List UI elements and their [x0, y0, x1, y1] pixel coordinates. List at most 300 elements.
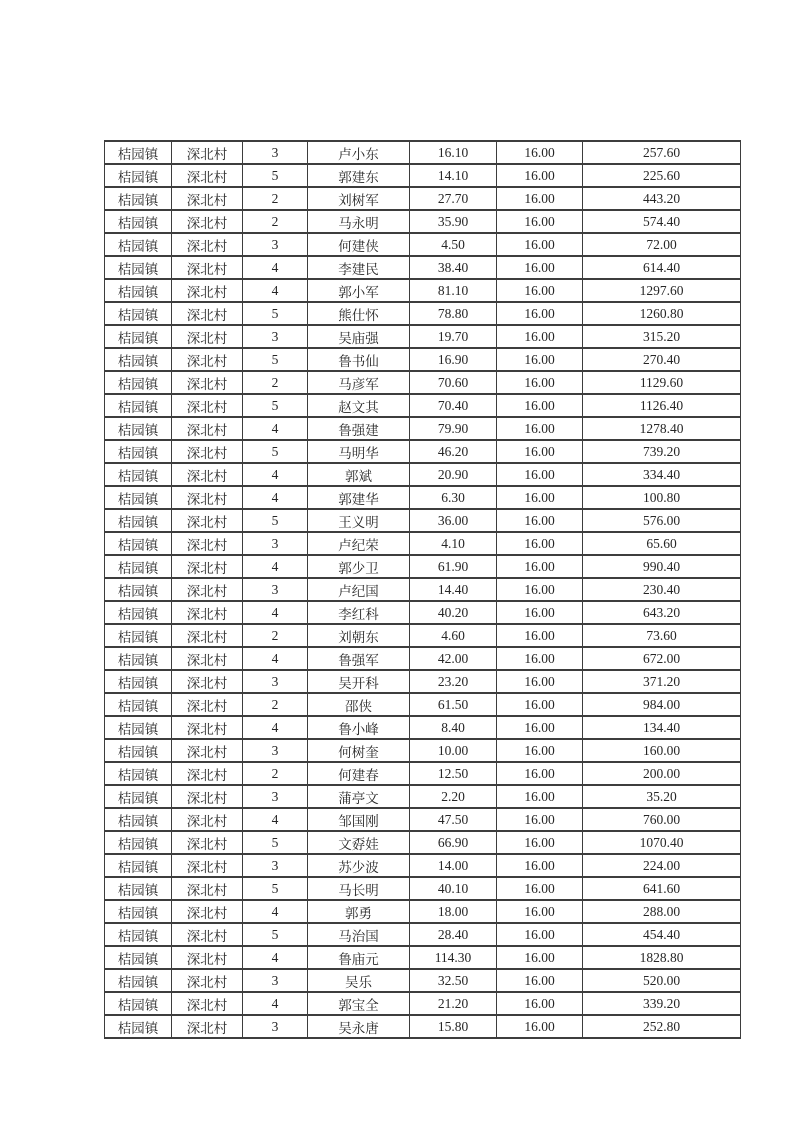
table-cell: 257.60 — [583, 141, 741, 164]
table-cell: 卢小东 — [308, 141, 410, 164]
table-cell: 78.80 — [410, 302, 497, 325]
table-row — [105, 371, 741, 394]
table-row — [105, 624, 741, 647]
table-cell: 2 — [243, 187, 308, 210]
table-cell: 深北村 — [172, 693, 243, 716]
table-row — [105, 831, 741, 854]
table-cell: 桔园镇 — [105, 578, 172, 601]
table-cell: 桔园镇 — [105, 670, 172, 693]
table-cell: 刘树军 — [308, 187, 410, 210]
table-cell: 16.00 — [497, 969, 583, 992]
table-cell: 16.00 — [497, 716, 583, 739]
table-cell: 马长明 — [308, 877, 410, 900]
table-cell: 深北村 — [172, 624, 243, 647]
table-cell: 深北村 — [172, 854, 243, 877]
table-row — [105, 601, 741, 624]
table-cell: 5 — [243, 877, 308, 900]
table-cell: 桔园镇 — [105, 325, 172, 348]
table-cell: 574.40 — [583, 210, 741, 233]
table-cell: 443.20 — [583, 187, 741, 210]
table-cell: 深北村 — [172, 394, 243, 417]
table-cell: 桔园镇 — [105, 509, 172, 532]
table-cell: 深北村 — [172, 808, 243, 831]
table-cell: 深北村 — [172, 141, 243, 164]
table-cell: 16.00 — [497, 463, 583, 486]
table-row — [105, 670, 741, 693]
table-row — [105, 785, 741, 808]
table-cell: 深北村 — [172, 923, 243, 946]
table-cell: 16.00 — [497, 946, 583, 969]
table-cell: 桔园镇 — [105, 233, 172, 256]
table-cell: 16.00 — [497, 486, 583, 509]
table-cell: 40.20 — [410, 601, 497, 624]
table-cell: 16.00 — [497, 877, 583, 900]
table-cell: 2 — [243, 210, 308, 233]
table-cell: 深北村 — [172, 509, 243, 532]
table-cell: 70.60 — [410, 371, 497, 394]
table-cell: 郭斌 — [308, 463, 410, 486]
table-row — [105, 900, 741, 923]
table-cell: 672.00 — [583, 647, 741, 670]
table-cell: 3 — [243, 532, 308, 555]
table-row — [105, 164, 741, 187]
table-cell: 深北村 — [172, 325, 243, 348]
table-cell: 3 — [243, 141, 308, 164]
table-cell: 马治国 — [308, 923, 410, 946]
table-cell: 深北村 — [172, 371, 243, 394]
table-row — [105, 693, 741, 716]
table-cell: 760.00 — [583, 808, 741, 831]
table-cell: 16.00 — [497, 233, 583, 256]
table-cell: 16.10 — [410, 141, 497, 164]
table-cell: 10.00 — [410, 739, 497, 762]
table-cell: 桔园镇 — [105, 739, 172, 762]
table-cell: 5 — [243, 440, 308, 463]
table-cell: 4 — [243, 716, 308, 739]
table-row — [105, 854, 741, 877]
table-cell: 马彦军 — [308, 371, 410, 394]
table-row — [105, 808, 741, 831]
table-cell: 桔园镇 — [105, 256, 172, 279]
table-cell: 2 — [243, 624, 308, 647]
table-cell: 鲁强军 — [308, 647, 410, 670]
table-cell: 桔园镇 — [105, 417, 172, 440]
table-cell: 深北村 — [172, 486, 243, 509]
table-cell: 桔园镇 — [105, 210, 172, 233]
table-cell: 1260.80 — [583, 302, 741, 325]
table-cell: 深北村 — [172, 555, 243, 578]
table-body — [105, 141, 741, 1038]
table-cell: 73.60 — [583, 624, 741, 647]
table-cell: 16.00 — [497, 1015, 583, 1038]
table-cell: 230.40 — [583, 578, 741, 601]
table-cell: 桔园镇 — [105, 141, 172, 164]
data-table — [104, 140, 741, 1039]
table-row — [105, 532, 741, 555]
table-cell: 鲁小峰 — [308, 716, 410, 739]
table-cell: 16.00 — [497, 394, 583, 417]
table-cell: 16.00 — [497, 417, 583, 440]
table-cell: 深北村 — [172, 256, 243, 279]
table-cell: 1126.40 — [583, 394, 741, 417]
table-cell: 深北村 — [172, 302, 243, 325]
table-cell: 315.20 — [583, 325, 741, 348]
table-cell: 23.20 — [410, 670, 497, 693]
table-cell: 35.90 — [410, 210, 497, 233]
table-cell: 16.00 — [497, 785, 583, 808]
table-cell: 深北村 — [172, 187, 243, 210]
table-cell: 18.00 — [410, 900, 497, 923]
table-row — [105, 325, 741, 348]
table-cell: 288.00 — [583, 900, 741, 923]
table-cell: 16.00 — [497, 831, 583, 854]
table-row — [105, 923, 741, 946]
table-cell: 79.90 — [410, 417, 497, 440]
table-cell: 桔园镇 — [105, 969, 172, 992]
table-cell: 李红科 — [308, 601, 410, 624]
table-row — [105, 992, 741, 1015]
table-cell: 3 — [243, 1015, 308, 1038]
table-cell: 郭宝全 — [308, 992, 410, 1015]
table-cell: 郭建华 — [308, 486, 410, 509]
table-cell: 16.00 — [497, 187, 583, 210]
table-cell: 5 — [243, 348, 308, 371]
table-cell: 深北村 — [172, 877, 243, 900]
table-cell: 1828.80 — [583, 946, 741, 969]
table-cell: 深北村 — [172, 946, 243, 969]
table-cell: 桔园镇 — [105, 371, 172, 394]
table-cell: 114.30 — [410, 946, 497, 969]
table-cell: 339.20 — [583, 992, 741, 1015]
table-cell: 252.80 — [583, 1015, 741, 1038]
table-cell: 4 — [243, 463, 308, 486]
table-row — [105, 486, 741, 509]
table-cell: 14.40 — [410, 578, 497, 601]
table-cell: 深北村 — [172, 463, 243, 486]
table-cell: 16.00 — [497, 302, 583, 325]
table-cell: 深北村 — [172, 785, 243, 808]
table-cell: 61.90 — [410, 555, 497, 578]
table-cell: 643.20 — [583, 601, 741, 624]
table-cell: 27.70 — [410, 187, 497, 210]
table-cell: 桔园镇 — [105, 532, 172, 555]
table-cell: 李建民 — [308, 256, 410, 279]
table-cell: 刘朝东 — [308, 624, 410, 647]
table-cell: 深北村 — [172, 739, 243, 762]
table-cell: 3 — [243, 670, 308, 693]
table-cell: 4 — [243, 417, 308, 440]
table-row — [105, 302, 741, 325]
table-cell: 深北村 — [172, 440, 243, 463]
table-cell: 35.20 — [583, 785, 741, 808]
table-cell: 吴庙强 — [308, 325, 410, 348]
table-cell: 深北村 — [172, 279, 243, 302]
table-cell: 47.50 — [410, 808, 497, 831]
table-cell: 19.70 — [410, 325, 497, 348]
table-cell: 4 — [243, 992, 308, 1015]
table-cell: 郭勇 — [308, 900, 410, 923]
table-cell: 14.10 — [410, 164, 497, 187]
table-cell: 桔园镇 — [105, 394, 172, 417]
table-cell: 赵文其 — [308, 394, 410, 417]
table-cell: 郭小军 — [308, 279, 410, 302]
table-cell: 16.00 — [497, 509, 583, 532]
table-cell: 郭建东 — [308, 164, 410, 187]
table-cell: 桔园镇 — [105, 900, 172, 923]
table-cell: 深北村 — [172, 532, 243, 555]
table-cell: 134.40 — [583, 716, 741, 739]
table-row — [105, 440, 741, 463]
table-cell: 3 — [243, 578, 308, 601]
table-cell: 苏少波 — [308, 854, 410, 877]
table-cell: 邹国刚 — [308, 808, 410, 831]
table-cell: 4 — [243, 486, 308, 509]
table-row — [105, 762, 741, 785]
table-row — [105, 417, 741, 440]
table-cell: 4 — [243, 279, 308, 302]
table-cell: 桔园镇 — [105, 440, 172, 463]
table-cell: 38.40 — [410, 256, 497, 279]
table-cell: 990.40 — [583, 555, 741, 578]
table-cell: 16.00 — [497, 578, 583, 601]
table-cell: 225.60 — [583, 164, 741, 187]
table-cell: 4 — [243, 601, 308, 624]
table-cell: 桔园镇 — [105, 302, 172, 325]
table-cell: 深北村 — [172, 831, 243, 854]
table-cell: 桔园镇 — [105, 877, 172, 900]
table-cell: 16.00 — [497, 279, 583, 302]
table-cell: 224.00 — [583, 854, 741, 877]
table-cell: 吴乐 — [308, 969, 410, 992]
table-cell: 王义明 — [308, 509, 410, 532]
table-cell: 桔园镇 — [105, 854, 172, 877]
table-row — [105, 716, 741, 739]
table-row — [105, 233, 741, 256]
table-cell: 16.90 — [410, 348, 497, 371]
table-cell: 8.40 — [410, 716, 497, 739]
table-row — [105, 969, 741, 992]
table-cell: 马永明 — [308, 210, 410, 233]
table-cell: 16.00 — [497, 348, 583, 371]
table-cell: 16.00 — [497, 670, 583, 693]
table-cell: 吴开科 — [308, 670, 410, 693]
table-cell: 3 — [243, 325, 308, 348]
table-cell: 深北村 — [172, 233, 243, 256]
table-cell: 桔园镇 — [105, 785, 172, 808]
table-cell: 20.90 — [410, 463, 497, 486]
table-cell: 5 — [243, 302, 308, 325]
table-cell: 马明华 — [308, 440, 410, 463]
table-cell: 3 — [243, 739, 308, 762]
table-cell: 641.60 — [583, 877, 741, 900]
table-cell: 16.00 — [497, 693, 583, 716]
table-cell: 桔园镇 — [105, 601, 172, 624]
table-cell: 深北村 — [172, 601, 243, 624]
table-cell: 深北村 — [172, 992, 243, 1015]
table-cell: 何树奎 — [308, 739, 410, 762]
table-cell: 6.30 — [410, 486, 497, 509]
table-cell: 32.50 — [410, 969, 497, 992]
table-cell: 3 — [243, 969, 308, 992]
table-row — [105, 946, 741, 969]
table-cell: 桔园镇 — [105, 762, 172, 785]
table-row — [105, 555, 741, 578]
table-cell: 5 — [243, 394, 308, 417]
table-cell: 16.00 — [497, 164, 583, 187]
table-cell: 3 — [243, 854, 308, 877]
table-cell: 4 — [243, 808, 308, 831]
table-cell: 454.40 — [583, 923, 741, 946]
table-cell: 桔园镇 — [105, 946, 172, 969]
table-row — [105, 1015, 741, 1038]
table-cell: 桔园镇 — [105, 992, 172, 1015]
table-cell: 4 — [243, 256, 308, 279]
table-cell: 鲁书仙 — [308, 348, 410, 371]
table-cell: 4.60 — [410, 624, 497, 647]
table-cell: 1129.60 — [583, 371, 741, 394]
table-cell: 桔园镇 — [105, 716, 172, 739]
table-cell: 16.00 — [497, 325, 583, 348]
table-row — [105, 509, 741, 532]
table-cell: 5 — [243, 509, 308, 532]
table-cell: 16.00 — [497, 371, 583, 394]
table-cell: 郭少卫 — [308, 555, 410, 578]
table-cell: 深北村 — [172, 670, 243, 693]
table-cell: 桔园镇 — [105, 624, 172, 647]
table-row — [105, 210, 741, 233]
table-cell: 桔园镇 — [105, 1015, 172, 1038]
table-cell: 深北村 — [172, 969, 243, 992]
table-cell: 深北村 — [172, 716, 243, 739]
table-cell: 2 — [243, 762, 308, 785]
table-cell: 66.90 — [410, 831, 497, 854]
table-cell: 桔园镇 — [105, 164, 172, 187]
table-cell: 16.00 — [497, 647, 583, 670]
table-cell: 深北村 — [172, 762, 243, 785]
table-cell: 36.00 — [410, 509, 497, 532]
table-row — [105, 739, 741, 762]
table-cell: 2.20 — [410, 785, 497, 808]
table-cell: 桔园镇 — [105, 348, 172, 371]
table-cell: 70.40 — [410, 394, 497, 417]
table-cell: 桔园镇 — [105, 808, 172, 831]
table-cell: 3 — [243, 785, 308, 808]
table-cell: 鲁强建 — [308, 417, 410, 440]
table-cell: 何建侠 — [308, 233, 410, 256]
table-cell: 深北村 — [172, 417, 243, 440]
table-row — [105, 647, 741, 670]
table-cell: 熊仕怀 — [308, 302, 410, 325]
table-cell: 桔园镇 — [105, 923, 172, 946]
table-cell: 3 — [243, 233, 308, 256]
table-cell: 16.00 — [497, 624, 583, 647]
table-row — [105, 877, 741, 900]
table-cell: 卢纪国 — [308, 578, 410, 601]
table-cell: 2 — [243, 693, 308, 716]
table-cell: 16.00 — [497, 601, 583, 624]
table-cell: 深北村 — [172, 647, 243, 670]
table-row — [105, 578, 741, 601]
table-cell: 4 — [243, 900, 308, 923]
table-cell: 270.40 — [583, 348, 741, 371]
table-cell: 深北村 — [172, 900, 243, 923]
table-cell: 深北村 — [172, 348, 243, 371]
table-cell: 蒲亭文 — [308, 785, 410, 808]
table-cell: 72.00 — [583, 233, 741, 256]
table-cell: 739.20 — [583, 440, 741, 463]
table-cell: 16.00 — [497, 923, 583, 946]
table-cell: 鲁庙元 — [308, 946, 410, 969]
table-cell: 桔园镇 — [105, 647, 172, 670]
table-cell: 深北村 — [172, 164, 243, 187]
table-cell: 16.00 — [497, 854, 583, 877]
table-cell: 吴永唐 — [308, 1015, 410, 1038]
table-cell: 46.20 — [410, 440, 497, 463]
table-cell: 65.60 — [583, 532, 741, 555]
table-cell: 4 — [243, 946, 308, 969]
table-row — [105, 463, 741, 486]
table-cell: 16.00 — [497, 555, 583, 578]
table-row — [105, 256, 741, 279]
table-cell: 桔园镇 — [105, 555, 172, 578]
table-cell: 深北村 — [172, 210, 243, 233]
table-cell: 576.00 — [583, 509, 741, 532]
table-cell: 12.50 — [410, 762, 497, 785]
table-cell: 文孬娃 — [308, 831, 410, 854]
table-cell: 16.00 — [497, 532, 583, 555]
table-cell: 14.00 — [410, 854, 497, 877]
table-cell: 邵侠 — [308, 693, 410, 716]
table-cell: 深北村 — [172, 1015, 243, 1038]
table-cell: 深北村 — [172, 578, 243, 601]
table-cell: 16.00 — [497, 440, 583, 463]
table-cell: 4.50 — [410, 233, 497, 256]
table-cell: 5 — [243, 164, 308, 187]
table-cell: 何建春 — [308, 762, 410, 785]
table-cell: 桔园镇 — [105, 279, 172, 302]
table-cell: 16.00 — [497, 210, 583, 233]
table-cell: 21.20 — [410, 992, 497, 1015]
table-row — [105, 348, 741, 371]
table-cell: 16.00 — [497, 739, 583, 762]
table-cell: 16.00 — [497, 808, 583, 831]
table-cell: 桔园镇 — [105, 463, 172, 486]
table-cell: 61.50 — [410, 693, 497, 716]
table-cell: 16.00 — [497, 762, 583, 785]
table-row — [105, 141, 741, 164]
table-cell: 16.00 — [497, 256, 583, 279]
table-cell: 334.40 — [583, 463, 741, 486]
table-cell: 桔园镇 — [105, 831, 172, 854]
table-cell: 16.00 — [497, 141, 583, 164]
table-cell: 16.00 — [497, 992, 583, 1015]
table-cell: 4.10 — [410, 532, 497, 555]
table-cell: 160.00 — [583, 739, 741, 762]
table-cell: 984.00 — [583, 693, 741, 716]
table-cell: 5 — [243, 923, 308, 946]
table-cell: 1297.60 — [583, 279, 741, 302]
table-cell: 1278.40 — [583, 417, 741, 440]
table-cell: 614.40 — [583, 256, 741, 279]
table-cell: 81.10 — [410, 279, 497, 302]
table-cell: 100.80 — [583, 486, 741, 509]
table-cell: 40.10 — [410, 877, 497, 900]
table-cell: 2 — [243, 371, 308, 394]
table-cell: 4 — [243, 647, 308, 670]
table-cell: 520.00 — [583, 969, 741, 992]
table-cell: 28.40 — [410, 923, 497, 946]
table-cell: 5 — [243, 831, 308, 854]
